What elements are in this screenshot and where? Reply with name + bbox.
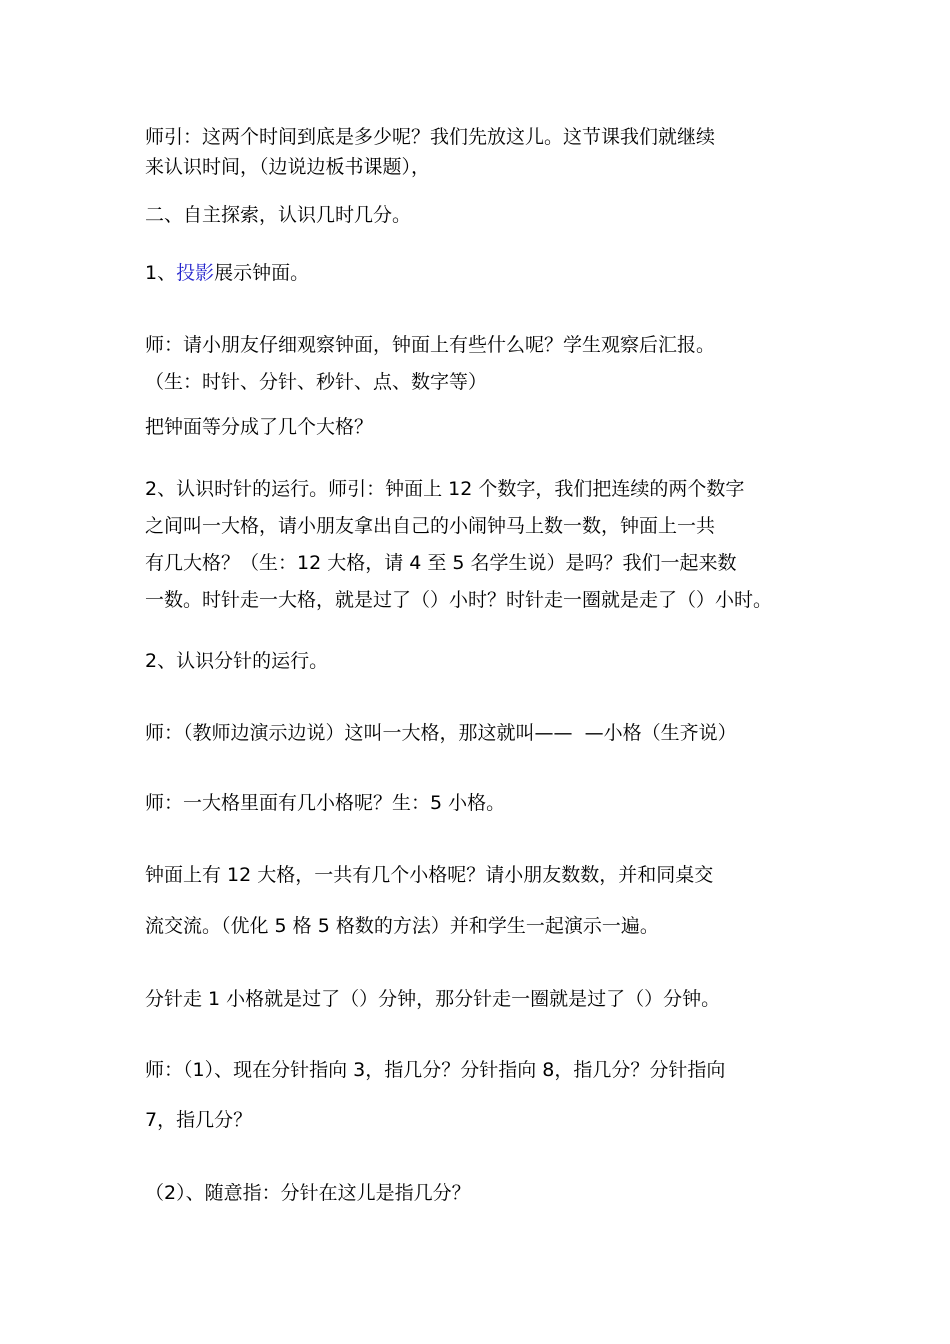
paragraph-minute-circle: 分针走 1 小格就是过了（）分钟，那分针走一圈就是过了（）分钟。 xyxy=(145,988,721,1010)
paragraph-hour-hand-line3: 有几大格？（生：12 大格，请 4 至 5 名学生说）是吗？我们一起来数 xyxy=(145,552,737,574)
paragraph-question1-line2: 7，指几分？ xyxy=(145,1109,253,1131)
paragraph-observe-line2: （生：时针、分针、秒针、点、数字等） xyxy=(145,371,488,393)
paragraph-hour-hand-line2: 之间叫一大格，请小朋友拿出自己的小闹钟马上数一数，钟面上一共 xyxy=(145,515,716,537)
paragraph-question2: （2）、随意指：分针在这儿是指几分？ xyxy=(145,1182,471,1204)
section-heading: 二、自主探索，认识几时几分。 xyxy=(145,204,412,226)
step-text: 展示钟面。 xyxy=(214,262,310,284)
paragraph-question1-line1: 师：（1）、现在分针指向 3，指几分？分针指向 8，指几分？分针指向 xyxy=(145,1059,726,1081)
paragraph-minute-hand: 2、认识分针的运行。 xyxy=(145,650,329,672)
paragraph-hour-hand-line1: 2、认识时针的运行。师引：钟面上 12 个数字，我们把连续的两个数字 xyxy=(145,478,745,500)
step-number: 1、 xyxy=(145,262,177,284)
paragraph-hour-hand-line4: 一数。时针走一大格，就是过了（）小时？时针走一圈就是走了（）小时。 xyxy=(145,589,773,611)
paragraph-intro-line2: 来认识时间，（边说边板书课题）， xyxy=(145,156,431,178)
projection-link[interactable]: 投影 xyxy=(176,262,215,284)
paragraph-small-grid: 师：一大格里面有几小格呢？生：5 小格。 xyxy=(145,792,506,814)
paragraph-observe-line1: 师：请小朋友仔细观察钟面，钟面上有些什么呢？学生观察后汇报。 xyxy=(145,334,716,356)
paragraph-demo: 师：（教师边演示边说）这叫一大格，那这就叫—— —小格（生齐说） xyxy=(145,722,737,744)
paragraph-count-line2: 流交流。（优化 5 格 5 格数的方法）并和学生一起演示一遍。 xyxy=(145,915,659,937)
paragraph-intro-line1: 师引：这两个时间到底是多少呢？我们先放这儿。这节课我们就继续 xyxy=(145,126,716,148)
paragraph-count-line1: 钟面上有 12 大格，一共有几个小格呢？请小朋友数数，并和同桌交 xyxy=(145,864,714,886)
paragraph-divide: 把钟面等分成了几个大格？ xyxy=(145,416,374,438)
step-projection xyxy=(145,258,825,285)
